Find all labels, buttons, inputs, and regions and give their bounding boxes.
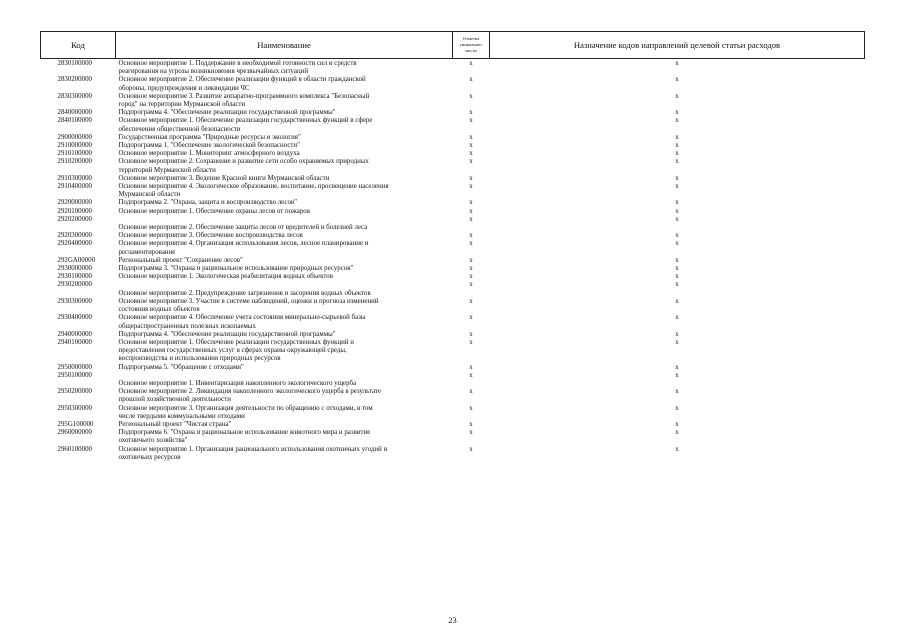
row-name (116, 281, 453, 297)
row-destination: x (675, 404, 679, 412)
row-code: 2910400000 (57, 183, 92, 191)
row-name (116, 298, 453, 314)
row-code: 2950200000 (57, 388, 92, 396)
table-row (41, 59, 865, 77)
row-name-line: Основное мероприятие 1. Обеспечение охраны лесов от пожаров (118, 207, 310, 215)
row-code: 2920000000 (57, 199, 92, 207)
row-name (116, 273, 453, 281)
row-name-line: Основное мероприятие 1. Обеспечение реализации государственных функций и (118, 338, 354, 346)
row-name (116, 446, 453, 462)
row-code: 2930100000 (57, 273, 92, 281)
row-destination: x (675, 338, 679, 346)
row-name-line (119, 372, 453, 380)
row-code: 2950000000 (57, 363, 92, 371)
row-uniqueness-mark: x (469, 265, 473, 273)
row-name (116, 265, 453, 273)
row-destination: x (675, 215, 679, 223)
row-name (116, 158, 453, 174)
row-destination: x (675, 273, 679, 281)
table-row (41, 314, 865, 330)
table-row (41, 232, 865, 240)
table-row (41, 158, 865, 174)
row-name-line: территорий Мурманской области (118, 166, 216, 174)
row-name-line: Основное мероприятие 1. Организация рационального использования охотничьих угодий и (118, 445, 388, 453)
header-responsible-line: Отметка (462, 36, 480, 41)
row-name (116, 59, 453, 77)
row-name-line: Подпрограмма 1. "Обеспечение экологической безопасности" (118, 142, 300, 150)
header-responsible-line: уникальнос (459, 42, 483, 47)
row-uniqueness-mark: x (469, 215, 473, 223)
row-name (116, 199, 453, 207)
table-row (41, 421, 865, 429)
row-uniqueness-mark: x (469, 240, 473, 248)
row-code: 2910000000 (57, 142, 92, 150)
row-name-line: Основное мероприятие 1. Мониторинг атмосферного воздуха (118, 150, 300, 158)
row-destination: x (675, 150, 679, 158)
row-name-line: регламентирование (118, 248, 176, 256)
row-uniqueness-mark: x (469, 117, 473, 125)
row-name-line: Основное мероприятие 1. Поддержание в необходимой готовности сил и средств (118, 60, 357, 67)
table-row (41, 134, 865, 142)
table-row (41, 331, 865, 339)
row-destination: x (675, 92, 679, 100)
row-uniqueness-mark: x (469, 445, 473, 453)
row-name-line: Основное мероприятие 3. Развитие аппаратно-программного комплекса "Безопасный (118, 92, 370, 100)
table-row (41, 298, 865, 314)
row-destination: x (675, 420, 679, 428)
row-destination: x (675, 158, 679, 166)
row-uniqueness-mark: x (469, 183, 473, 191)
row-destination: x (675, 371, 679, 379)
row-destination: x (675, 232, 679, 240)
row-name-line: Основное мероприятие 3. Ведение Красной книги Мурманской области (118, 174, 330, 182)
table-row (41, 240, 865, 256)
budget-codes-table-container (40, 31, 864, 462)
row-code: 2930000000 (57, 265, 92, 273)
row-uniqueness-mark: x (469, 429, 473, 437)
row-code: 2930300000 (57, 297, 92, 305)
table-row (41, 142, 865, 150)
row-destination: x (675, 174, 679, 182)
row-name (116, 134, 453, 142)
row-code: 2920400000 (57, 240, 92, 248)
row-code: 2930400000 (57, 314, 92, 322)
row-name (116, 232, 453, 240)
row-code: 2940100000 (57, 338, 92, 346)
row-name-line: Основное мероприятие 2. Обеспечение защиты лесов от вредителей и болезней леса (118, 224, 368, 232)
row-uniqueness-mark: x (469, 338, 473, 346)
row-name-line: город" на территории Мурманской области (118, 101, 246, 109)
row-code: 2900000000 (57, 133, 92, 141)
row-uniqueness-mark: x (469, 60, 473, 67)
row-name (116, 405, 453, 421)
row-name-line: Основное мероприятие 2. Сохранение и развитие сети особо охраняемых природных (118, 158, 369, 166)
row-name (116, 339, 453, 364)
row-name-line: Основное мероприятие 3. Участие в системе наблюдений, оценки и прогноза изменений (118, 297, 379, 305)
row-name-line: Региональный проект "Сохранение лесов" (118, 256, 243, 264)
row-name (116, 93, 453, 109)
row-destination: x (675, 240, 679, 248)
row-name-line: Подпрограмма 3. "Охрана и рациональное использование природных ресурсов" (118, 265, 354, 273)
row-destination: x (675, 207, 679, 215)
row-name (116, 372, 453, 388)
row-name-line: Подпрограмма 4. "Обеспечение реализации государственной программы" (118, 330, 336, 338)
row-code: 2960100000 (57, 445, 92, 453)
row-name (116, 421, 453, 429)
table-row (41, 216, 865, 232)
row-name (116, 429, 453, 445)
row-name (116, 257, 453, 265)
row-name (116, 142, 453, 150)
page-number: 23 (448, 616, 457, 625)
row-destination: x (675, 133, 679, 141)
row-destination: x (675, 117, 679, 125)
row-code: 2920100000 (57, 207, 92, 215)
row-name (116, 150, 453, 158)
row-name-line: Основное мероприятие 4. Экологическое образование, воспитание, просвещение населения (118, 183, 389, 191)
row-name-line: обороны, предупреждения и ликвидации ЧС (118, 84, 250, 92)
row-code: 2830200000 (57, 76, 92, 84)
row-code: 2930200000 (57, 281, 92, 289)
row-name-line: Основное мероприятие 3. Организация деятельности по обращению с отходами, в том (118, 404, 373, 412)
row-name-line: Государственная программа "Природные ресурсы и экология" (118, 133, 301, 141)
row-name (116, 240, 453, 256)
table-row (41, 372, 865, 388)
table-row (41, 364, 865, 372)
row-code: 2840100000 (57, 117, 92, 125)
row-name-line: Мурманской области (118, 191, 181, 199)
row-name-line: Основное мероприятие 1. Экологическая реабилитация водных объектов (118, 273, 333, 281)
row-destination: x (675, 265, 679, 273)
row-name (116, 175, 453, 183)
table-row (41, 265, 865, 273)
row-name-line: Подпрограмма 5. "Обращение с отходами" (118, 363, 244, 371)
table-body (41, 59, 865, 462)
row-uniqueness-mark: x (469, 256, 473, 264)
row-name-line: общераспространенных полезных ископаемых (118, 322, 256, 330)
table-row (41, 183, 865, 199)
table-row (41, 257, 865, 265)
table-row (41, 76, 865, 92)
header-destination: Назначение кодов направлений целевой статьи расходов (490, 32, 865, 59)
row-uniqueness-mark: x (469, 420, 473, 428)
row-code: 2940000000 (57, 330, 92, 338)
row-name-line: Подпрограмма 2. "Охрана, защита и воспроизводство лесов" (118, 199, 297, 207)
row-destination: x (675, 60, 679, 67)
row-name (116, 314, 453, 330)
row-code: 2960000000 (57, 429, 92, 437)
row-uniqueness-mark: x (469, 371, 473, 379)
row-name-line: реагирования на угрозы возникновения чрезвычайных ситуаций (118, 68, 309, 76)
header-code: Код (41, 32, 116, 59)
row-code: 2830300000 (57, 92, 92, 100)
row-name (116, 76, 453, 92)
row-name-line: Подпрограмма 6. "Охрана и рациональное использование животного мира и развитие (118, 429, 371, 437)
row-code: 2950100000 (57, 371, 92, 379)
row-code: 2840000000 (57, 109, 92, 117)
row-destination: x (675, 256, 679, 264)
table-row (41, 117, 865, 133)
row-destination: x (675, 388, 679, 396)
row-code: 2920300000 (57, 232, 92, 240)
row-code: 2950300000 (57, 404, 92, 412)
row-name-line: числе твердыми коммунальными отходами (118, 412, 245, 420)
row-uniqueness-mark: x (469, 158, 473, 166)
row-uniqueness-mark: x (469, 92, 473, 100)
table-row (41, 388, 865, 404)
row-destination: x (675, 109, 679, 117)
table-row (41, 109, 865, 117)
table-row (41, 175, 865, 183)
row-name (116, 109, 453, 117)
table-row (41, 446, 865, 462)
table-row (41, 93, 865, 109)
table-row (41, 199, 865, 207)
header-name: Наименование (116, 32, 453, 59)
row-name-line: Региональный проект "Чистая страна" (118, 420, 232, 428)
row-name-line (119, 281, 453, 289)
row-code: 295G100000 (57, 420, 94, 428)
row-destination: x (675, 297, 679, 305)
row-uniqueness-mark: x (469, 76, 473, 84)
row-code: 2920200000 (57, 215, 92, 223)
table-row (41, 273, 865, 281)
row-name-line: Основное мероприятие 3. Обеспечение воспроизводства лесов (118, 232, 303, 240)
row-uniqueness-mark: x (469, 281, 473, 289)
row-uniqueness-mark: x (469, 314, 473, 322)
table-row (41, 281, 865, 297)
row-destination: x (675, 363, 679, 371)
row-name-line: охотничьего хозяйства" (118, 437, 188, 445)
row-name-line: состояния водных объектов (118, 306, 200, 314)
row-destination: x (675, 445, 679, 453)
row-uniqueness-mark: x (469, 297, 473, 305)
row-name-line: Основное мероприятие 2. Предупреждение загрязнения и засорения водных объектов (118, 289, 371, 297)
row-uniqueness-mark: x (469, 404, 473, 412)
row-code: 2910300000 (57, 174, 92, 182)
row-name-line (119, 216, 453, 224)
row-name-line: Основное мероприятие 1. Инвентаризация накопленного экологического ущерба (118, 379, 357, 387)
row-name-line: предоставления государственных услуг в сферах охраны окружающей среды, (118, 347, 347, 355)
header-responsible-line: ности (465, 48, 477, 53)
row-name-line: Основное мероприятие 4. Организация использования лесов, лесное планирование и (118, 240, 369, 248)
row-name (116, 331, 453, 339)
row-code: 2910200000 (57, 158, 92, 166)
row-code: 292GA00000 (57, 256, 96, 264)
row-code: 2910100000 (57, 150, 92, 158)
row-uniqueness-mark: x (469, 330, 473, 338)
row-destination: x (675, 281, 679, 289)
row-uniqueness-mark: x (469, 232, 473, 240)
budget-codes-table (40, 31, 865, 462)
row-name-line: охотничьих ресурсов (118, 453, 181, 461)
row-name (116, 117, 453, 133)
row-name-line: Основное мероприятие 1. Обеспечение реализации государственных функций в сфере (118, 117, 373, 125)
table-row (41, 405, 865, 421)
row-destination: x (675, 429, 679, 437)
row-name (116, 208, 453, 216)
table-row (41, 339, 865, 364)
row-destination: x (675, 330, 679, 338)
row-uniqueness-mark: x (469, 207, 473, 215)
row-name (116, 216, 453, 232)
row-name-line: прошлой хозяйственной деятельности (118, 396, 231, 404)
row-destination: x (675, 314, 679, 322)
row-name (116, 388, 453, 404)
row-name-line: Подпрограмма 4. "Обеспечение реализации государственной программы" (118, 109, 336, 117)
row-destination: x (675, 199, 679, 207)
row-destination: x (675, 76, 679, 84)
row-name (116, 364, 453, 372)
header-responsible (453, 32, 490, 59)
row-name-line: Основное мероприятие 2. Ликвидация накопленного экологического ущерба в результате (118, 388, 382, 396)
row-name-line: обеспечения общественной безопасности (118, 125, 241, 133)
row-destination: x (675, 183, 679, 191)
row-name-line: Основное мероприятие 2. Обеспечение реализации функций в области гражданской (118, 76, 366, 84)
row-uniqueness-mark: x (469, 150, 473, 158)
row-uniqueness-mark: x (469, 363, 473, 371)
row-uniqueness-mark: x (469, 199, 473, 207)
row-destination: x (675, 142, 679, 150)
table-row (41, 429, 865, 445)
row-uniqueness-mark: x (469, 142, 473, 150)
row-uniqueness-mark: x (469, 133, 473, 141)
row-uniqueness-mark: x (469, 273, 473, 281)
row-code: 2830100000 (57, 60, 92, 67)
table-row (41, 208, 865, 216)
row-uniqueness-mark: x (469, 388, 473, 396)
row-name (116, 183, 453, 199)
row-name-line: Основное мероприятие 4. Обеспечение учета состояния минерально-сырьевой базы (118, 314, 366, 322)
table-header-row (41, 32, 865, 59)
row-uniqueness-mark: x (469, 174, 473, 182)
row-uniqueness-mark: x (469, 109, 473, 117)
row-name-line: воспроизводства и использования природных ресурсов (118, 355, 281, 363)
table-row (41, 150, 865, 158)
